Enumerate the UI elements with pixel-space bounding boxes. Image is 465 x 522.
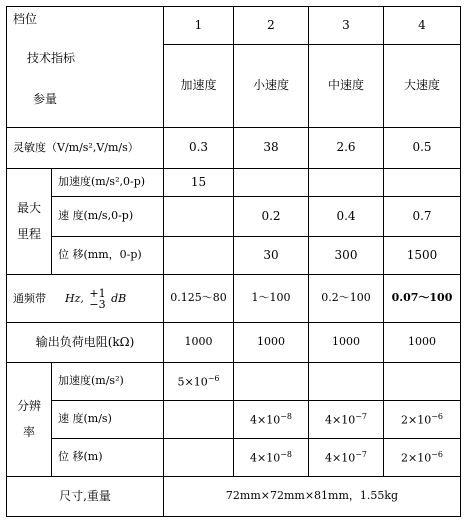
resolution-velocity-3-exponent: −7 (355, 411, 367, 421)
passband-value-1: 0.125～80 (164, 275, 234, 323)
resolution-velocity-3-mantissa: 4×10 (324, 413, 356, 427)
sensitivity-value-4: 0.5 (384, 128, 461, 169)
resolution-accel-2 (234, 363, 309, 401)
sensitivity-value-1: 0.3 (164, 128, 234, 169)
resolution-accel-4 (384, 363, 461, 401)
max-range-accel-1: 15 (164, 169, 234, 197)
corner-header (7, 7, 164, 128)
max-range-label-bottom: 里程 (16, 227, 41, 242)
resolution-displacement-4 (384, 439, 461, 477)
resolution-displacement-2-mantissa: 4×10 (249, 451, 281, 465)
corner-line-spec: 技术指标 (27, 51, 76, 65)
gear-number-3: 3 (309, 7, 384, 45)
gear-number-4: 4 (384, 7, 461, 45)
passband-tol-minus: −3 (89, 297, 106, 311)
output-resistance-1: 1000 (164, 323, 234, 363)
sensitivity-label: 灵敏度（V/m/s²,V/m/s） (7, 128, 164, 169)
output-resistance-3: 1000 (309, 323, 384, 363)
spec-table (6, 6, 461, 517)
max-range-displacement-label: 位 移(mm，0-p) (52, 237, 164, 275)
max-range-displacement-4: 1500 (384, 237, 461, 275)
output-resistance-2: 1000 (234, 323, 309, 363)
corner-line-param: 参量 (33, 92, 58, 106)
resolution-velocity-2 (234, 401, 309, 439)
resolution-accel-1 (164, 363, 234, 401)
output-resistance-4: 1000 (384, 323, 461, 363)
max-range-displacement-1 (164, 237, 234, 275)
resolution-displacement-3 (309, 439, 384, 477)
gear-name-2: 小速度 (234, 45, 309, 128)
gear-name-4: 大速度 (384, 45, 461, 128)
passband-value-3: 0.2～100 (309, 275, 384, 323)
resolution-displacement-3-exponent: −7 (355, 449, 367, 459)
resolution-displacement-4-exponent: −6 (431, 449, 443, 459)
resolution-velocity-4 (384, 401, 461, 439)
resolution-velocity-4-exponent: −6 (431, 411, 443, 421)
resolution-accel-3 (309, 363, 384, 401)
resolution-accel-label: 加速度(m/s²) (52, 363, 164, 401)
max-range-velocity-4: 0.7 (384, 197, 461, 237)
passband-unit-hz: Hz, (65, 291, 84, 305)
resolution-displacement-label: 位 移(m) (52, 439, 164, 477)
passband-unit-db: dB (111, 291, 127, 305)
resolution-displacement-4-mantissa: 2×10 (400, 451, 432, 465)
max-range-velocity-1 (164, 197, 234, 237)
max-range-velocity-label: 速 度(m/s,0-p) (52, 197, 164, 237)
max-range-accel-4 (384, 169, 461, 197)
resolution-velocity-2-exponent: −8 (280, 411, 292, 421)
passband-tolerance (89, 288, 105, 310)
max-range-accel-3 (309, 169, 384, 197)
max-range-accel-label: 加速度(m/s²,0-p) (52, 169, 164, 197)
max-range-group-label (7, 169, 52, 275)
passband-tol-plus: +1 (89, 286, 106, 300)
max-range-displacement-3: 300 (309, 237, 384, 275)
resolution-displacement-2-exponent: −8 (280, 449, 292, 459)
max-range-label-top: 最大 (16, 200, 41, 215)
resolution-velocity-2-mantissa: 4×10 (249, 413, 281, 427)
resolution-accel-1-mantissa: 5×10 (177, 375, 208, 389)
gear-number-2: 2 (234, 7, 309, 45)
corner-line-gear: 档位 (13, 12, 38, 26)
passband-value-4: 0.07～100 (384, 275, 461, 323)
resolution-displacement-1 (164, 439, 234, 477)
max-range-velocity-3: 0.4 (309, 197, 384, 237)
sensitivity-value-3: 2.6 (309, 128, 384, 169)
resolution-velocity-3 (309, 401, 384, 439)
resolution-displacement-3-mantissa: 4×10 (324, 451, 356, 465)
size-weight-label: 尺寸,重量 (7, 477, 164, 517)
max-range-velocity-2: 0.2 (234, 197, 309, 237)
size-weight-value: 72mm×72mm×81mm，1.55kg (164, 477, 461, 517)
gear-name-1: 加速度 (164, 45, 234, 128)
gear-name-3: 中速度 (309, 45, 384, 128)
resolution-velocity-label: 速 度(m/s) (52, 401, 164, 439)
gear-number-1: 1 (164, 7, 234, 45)
sensitivity-value-2: 38 (234, 128, 309, 169)
passband-label: 通频带 (13, 291, 46, 305)
resolution-label-top: 分辨 (16, 398, 41, 413)
output-resistance-label: 输出负荷电阻(kΩ) (7, 323, 164, 363)
resolution-label-bottom: 率 (22, 425, 35, 440)
max-range-displacement-2: 30 (234, 237, 309, 275)
resolution-displacement-2 (234, 439, 309, 477)
passband-value-2: 1～100 (234, 275, 309, 323)
passband-label-cell (7, 275, 164, 323)
resolution-group-label (7, 363, 52, 477)
resolution-velocity-4-mantissa: 2×10 (400, 413, 432, 427)
max-range-accel-2 (234, 169, 309, 197)
resolution-velocity-1 (164, 401, 234, 439)
resolution-accel-1-exponent: −6 (207, 373, 220, 383)
